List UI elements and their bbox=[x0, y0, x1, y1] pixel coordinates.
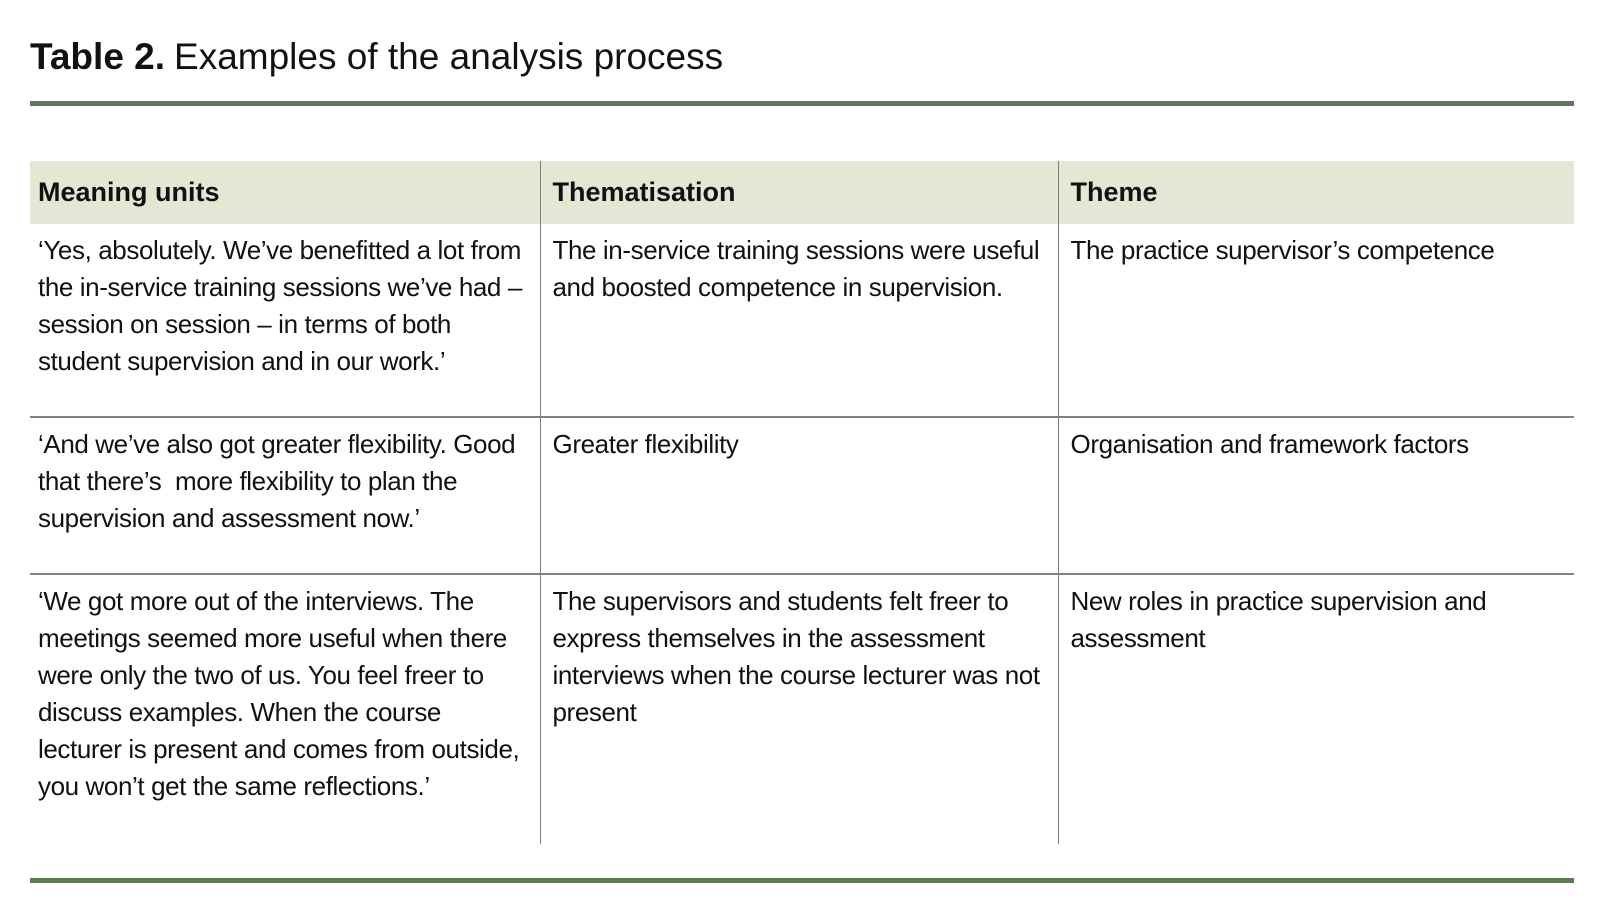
cell-theme: New roles in practice supervision and assessment bbox=[1058, 574, 1574, 844]
column-header-theme: Theme bbox=[1058, 161, 1574, 224]
table-row bbox=[30, 574, 1574, 844]
bottom-rule bbox=[30, 878, 1574, 883]
cell-meaning-unit: ‘And we’ve also got greater flexibility. Good that there’s more flexibility to plan the supervision and assessment now.’ bbox=[30, 417, 540, 574]
table-row bbox=[30, 417, 1574, 574]
table-caption-label: Table 2. bbox=[30, 36, 166, 77]
column-header-meaning-units: Meaning units bbox=[30, 161, 540, 224]
cell-theme: The practice supervisor’s competence bbox=[1070, 235, 1495, 265]
header-row bbox=[30, 161, 1574, 224]
table-caption-text: Examples of the analysis process bbox=[174, 36, 724, 77]
cell-meaning-unit: ‘Yes, absolutely. We’ve benefitted a lot from the in-service training sessions we’ve had – session on session – in terms of both student supervision and in our work.’ bbox=[30, 224, 540, 417]
analysis-table bbox=[30, 161, 1574, 844]
column-header-thematisation: Thematisation bbox=[540, 161, 1058, 224]
cell-meaning-unit: ‘We got more out of the interviews. The meetings seemed more useful when there were only the two of us. You feel freer to discuss examples. When the course lecturer is present and comes from outside, you won’t get the same reflections.’ bbox=[30, 574, 540, 844]
cell-thematisation: The in-service training sessions were useful and boosted competence in supervision. bbox=[540, 224, 1058, 417]
table-caption bbox=[30, 34, 1574, 80]
top-rule bbox=[30, 101, 1574, 106]
cell-thematisation: The supervisors and students felt freer to express themselves in the assessment interviews when the course lecturer was not present bbox=[540, 574, 1058, 844]
table-row bbox=[30, 224, 1574, 417]
cell-thematisation: Greater flexibility bbox=[540, 417, 1058, 574]
cell-theme: Organisation and framework factors bbox=[1058, 417, 1574, 574]
